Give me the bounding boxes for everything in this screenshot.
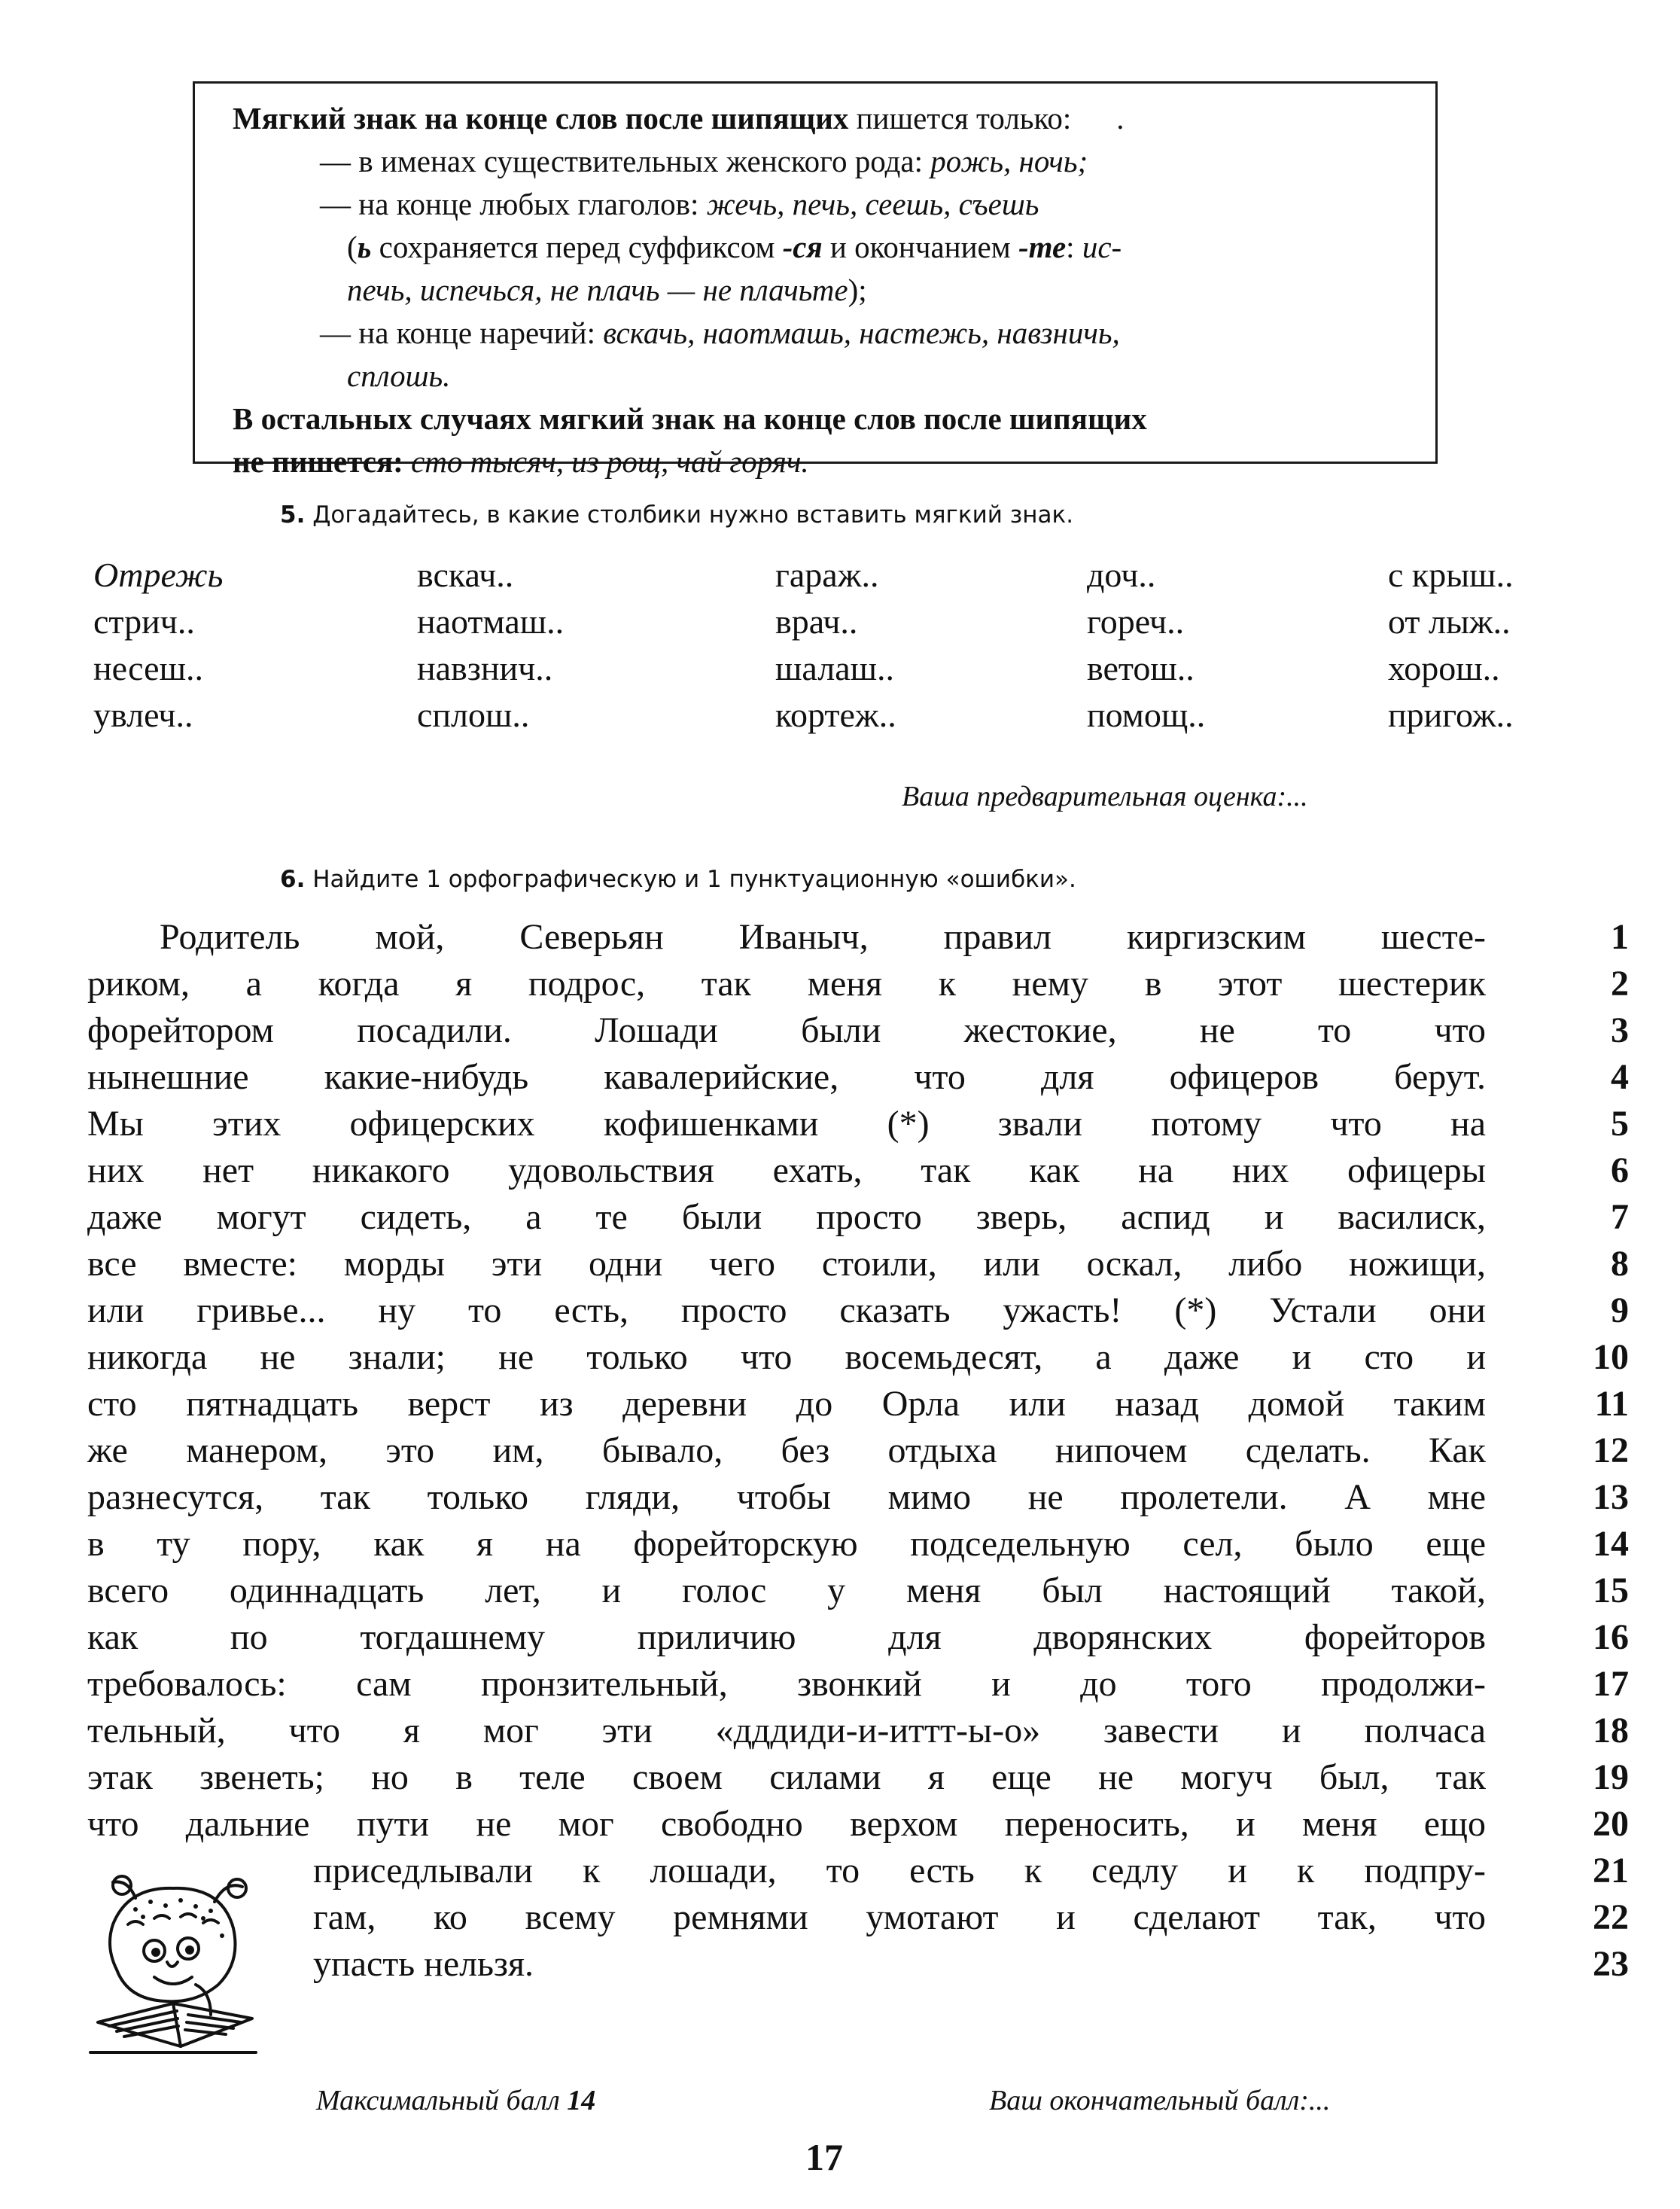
text-line	[87, 1241, 1680, 1287]
line-text: риком, а когда я подрос, так меня к нему в этот шестерик	[87, 964, 1486, 1004]
text-line	[87, 1754, 1680, 1801]
line-text: все вместе: морды эти одни чего стоили, или оскал, либо ножищи,	[87, 1244, 1486, 1284]
text-line	[87, 1614, 1680, 1661]
text-line	[87, 1848, 1680, 1894]
word-item: стрич..	[93, 602, 195, 641]
child-reading-icon	[83, 1872, 263, 2060]
rule-text: — в именах существительных женского рода:	[320, 144, 931, 178]
line-number: 9	[1611, 1290, 1629, 1330]
line-text: Родитель мой, Северьян Иваныч, правил киргизским шесте-	[160, 917, 1486, 957]
word-item: врач..	[775, 602, 858, 641]
text-line	[87, 1381, 1680, 1427]
word-item: хорош..	[1388, 649, 1500, 687]
final-score: Ваш окончательный балл:...	[989, 2085, 1331, 2116]
line-text: форейтором посадили. Лошади были жестокие, не то что	[87, 1010, 1486, 1050]
word-item: гореч..	[1087, 602, 1185, 641]
max-score	[316, 2084, 595, 2117]
text-line	[87, 1941, 1680, 1988]
text-line	[87, 1894, 1680, 1941]
line-text: Мы этих офицерских кофишенками (*) звали потому что на	[87, 1104, 1486, 1144]
rule-example: рожь, ночь;	[930, 144, 1088, 178]
word-item: Отрежь	[93, 556, 224, 594]
text-line	[87, 1568, 1680, 1614]
rule-line-9	[233, 440, 1402, 483]
word-item: пригож..	[1388, 696, 1514, 734]
word-item: наотмаш..	[417, 602, 565, 641]
rule-ending: -те	[1018, 230, 1067, 264]
word-item: несеш..	[93, 649, 203, 687]
line-text: всего одиннадцать лет, и голос у меня был настоящий такой,	[87, 1571, 1486, 1610]
rule-line-4	[233, 226, 1402, 269]
preliminary-estimate: Ваша предварительная оценка:...	[902, 781, 1308, 812]
line-text: что дальние пути не мог свободно верхом переносить, и меня ещо	[87, 1804, 1486, 1844]
rule-heading: Мягкий знак на конце слов после шипящих	[233, 101, 849, 136]
rule-text: пишется только:	[848, 101, 1072, 136]
text-line	[87, 1521, 1680, 1568]
word-item: ветош..	[1087, 649, 1195, 687]
line-number: 19	[1593, 1757, 1629, 1797]
line-number: 1	[1611, 917, 1629, 957]
line-text: тельный, что я мог эти «дддиди-и-иттт-ы-о» завести и полчаса	[87, 1711, 1486, 1750]
text-line	[87, 1708, 1680, 1754]
text-line	[87, 1007, 1680, 1054]
rule-suffix: -ся	[782, 230, 823, 264]
text-line	[87, 1194, 1680, 1241]
line-text: приседлывали к лошади, то есть к седлу и к подпру-	[313, 1851, 1486, 1891]
max-score-label: Максимальный балл	[316, 2085, 568, 2116]
word-column-1	[93, 552, 223, 739]
line-number: 14	[1593, 1524, 1629, 1564]
rule-heading: В остальных случаях мягкий знак на конце слов после шипящих	[233, 401, 1147, 436]
line-text: сто пятнадцать верст из деревни до Орла или назад домой таким	[87, 1384, 1486, 1424]
line-number: 21	[1593, 1851, 1629, 1891]
line-text: требовалось: сам пронзительный, звонкий и до того продолжи-	[87, 1664, 1486, 1704]
line-number: 2	[1611, 964, 1629, 1004]
word-item: увлеч..	[93, 696, 193, 734]
text-line	[87, 1147, 1680, 1194]
line-number: 8	[1611, 1244, 1629, 1284]
rule-text: :	[1066, 230, 1082, 264]
word-column-4	[1087, 552, 1205, 739]
line-number: 22	[1593, 1897, 1629, 1937]
line-number: 17	[1593, 1664, 1629, 1704]
line-number: 7	[1611, 1197, 1629, 1237]
page-number: 17	[805, 2136, 843, 2178]
word-item: помощ..	[1087, 696, 1206, 734]
word-column-2	[417, 552, 564, 739]
word-column-5	[1388, 552, 1514, 739]
task6-title	[280, 866, 1076, 893]
text-line	[87, 1101, 1680, 1147]
text-line	[87, 914, 1680, 961]
rule-line-5	[233, 269, 1402, 312]
task-number: 5.	[280, 501, 306, 529]
rule-example: сплошь.	[347, 358, 451, 393]
line-number: 13	[1593, 1477, 1629, 1517]
line-text: или гривье... ну то есть, просто сказать ужасть! (*) Устали они	[87, 1290, 1486, 1330]
line-text: этак звенеть; но в теле своем силами я еще не могуч был, так	[87, 1757, 1486, 1797]
line-number: 11	[1594, 1384, 1629, 1424]
line-number: 3	[1611, 1010, 1629, 1050]
rule-text: сохраняется перед суффиксом	[371, 230, 783, 264]
rule-line-3	[233, 183, 1402, 226]
text-line	[87, 1054, 1680, 1101]
rule-example: вскачь, наотмашь, настежь, навзничь,	[603, 315, 1120, 350]
line-number: 18	[1593, 1711, 1629, 1750]
rule-example: печь, испечься, не плачь — не плачьте	[347, 273, 848, 307]
line-number: 20	[1593, 1804, 1629, 1844]
task5-title	[280, 501, 1073, 529]
rule-line-2	[233, 140, 1402, 183]
task-number: 6.	[280, 866, 306, 893]
word-item: от лыж..	[1388, 602, 1511, 641]
text-line	[87, 1801, 1680, 1848]
text-line	[87, 1661, 1680, 1708]
line-number: 6	[1611, 1150, 1629, 1190]
word-column-3	[775, 552, 896, 739]
text-line	[87, 1287, 1680, 1334]
text-line	[87, 1334, 1680, 1381]
rule-text: (	[347, 230, 358, 264]
word-item: вскач..	[417, 556, 514, 594]
word-item: гараж..	[775, 556, 879, 594]
word-item: с крыш..	[1388, 556, 1514, 594]
rule-text: — на конце наречий:	[320, 315, 604, 350]
rule-text: и окончанием	[822, 230, 1018, 264]
rule-example: жечь, печь, сеешь, съешь	[706, 187, 1039, 221]
rule-heading: не пишется:	[233, 444, 403, 479]
stray-dot: .	[1116, 101, 1125, 136]
line-text: же манером, это им, бывало, без отдыха нипочем сделать. Как	[87, 1431, 1486, 1470]
line-number: 16	[1593, 1617, 1629, 1657]
line-number: 12	[1593, 1431, 1629, 1470]
line-text: никогда не знали; не только что восемьдесят, а даже и сто и	[87, 1337, 1486, 1377]
word-item: сплош..	[417, 696, 530, 734]
task-text: Догадайтесь, в какие столбики нужно вставить мягкий знак.	[305, 501, 1074, 529]
line-text: даже могут сидеть, а те были просто зверь, аспид и василиск,	[87, 1197, 1486, 1237]
exercise-text	[87, 914, 1680, 1988]
line-text: как по тогдашнему приличию для дворянских форейторов	[87, 1617, 1486, 1657]
rule-line-6	[233, 312, 1402, 355]
line-number: 23	[1593, 1944, 1629, 1984]
word-item: кортеж..	[775, 696, 896, 734]
line-text: гам, ко всему ремнями умотают и сделают так, что	[313, 1897, 1486, 1937]
word-item: доч..	[1087, 556, 1156, 594]
words-grid	[93, 552, 1591, 748]
text-line	[87, 961, 1680, 1007]
line-text: них нет никакого удовольствия ехать, так как на них офицеры	[87, 1150, 1486, 1190]
word-item: шалаш..	[775, 649, 895, 687]
line-text: нынешние какие-нибудь кавалерийские, что для офицеров берут.	[87, 1057, 1486, 1097]
line-number: 10	[1593, 1337, 1629, 1377]
max-score-value: 14	[567, 2085, 596, 2116]
text-line	[87, 1427, 1680, 1474]
rule-example: ис-	[1082, 230, 1122, 264]
rule-letter: ь	[357, 230, 372, 264]
line-text: в ту пору, как я на форейторскую подседельную сел, было еще	[87, 1524, 1486, 1564]
line-text: разнесутся, так только гляди, чтобы мимо не пролетели. А мне	[87, 1477, 1486, 1517]
rule-text: — на конце любых глаголов:	[320, 187, 707, 221]
rule-text: );	[848, 273, 867, 307]
rule-example: сто тысяч, из рощ, чай горяч.	[403, 444, 809, 479]
line-number: 5	[1611, 1104, 1629, 1144]
line-number: 15	[1593, 1571, 1629, 1610]
rule-line-8	[233, 398, 1402, 440]
line-text: упасть нельзя.	[313, 1944, 534, 1984]
text-line	[87, 1474, 1680, 1521]
word-item: навзнич..	[417, 649, 553, 687]
task-text: Найдите 1 орфографическую и 1 пунктуационную «ошибки».	[305, 866, 1076, 893]
rule-line-1	[233, 97, 1402, 140]
line-number: 4	[1611, 1057, 1629, 1097]
rule-line-7	[233, 355, 1402, 398]
rule-box	[193, 81, 1438, 479]
